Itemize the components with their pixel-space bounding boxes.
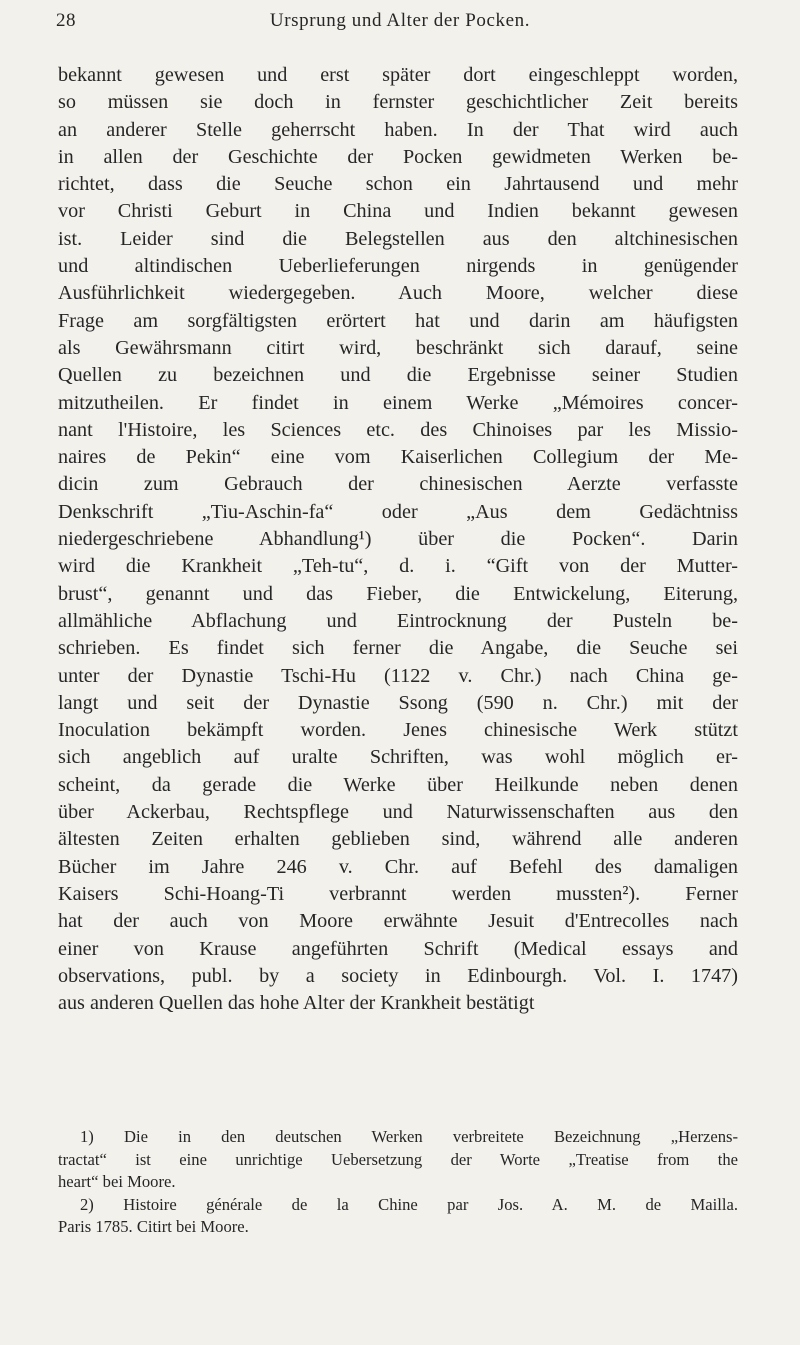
text-line: naires de Pekin“ eine vom Kaiserlichen Collegium der Me- xyxy=(58,446,738,469)
text-line: einer von Krause angeführten Schrift (Medical essays and xyxy=(58,937,738,960)
text-line: als Gewährsmann citirt wird, beschränkt sich darauf, seine xyxy=(58,336,738,359)
text-line: bekannt gewesen und erst später dort eingeschleppt worden, xyxy=(58,64,738,86)
text-line: aus anderen Quellen das hohe Alter der Krankheit bestätigt xyxy=(58,992,535,1015)
footnote-line: 2) Histoire générale de la Chine par Jos. A. M. de Mailla. xyxy=(80,1194,738,1214)
text-line: nant l'Histoire, les Sciences etc. des Chinoises par les Missio- xyxy=(58,418,738,441)
footnote-line: tractat“ ist eine unrichtige Uebersetzung der Worte „Treatise from the xyxy=(58,1149,738,1169)
text-line: Ausführlichkeit wiedergegeben. Auch Moore, welcher diese xyxy=(58,282,738,305)
text-line: allmähliche Abflachung und Eintrocknung der Pusteln be- xyxy=(58,609,738,632)
text-line: sich angeblich auf uralte Schriften, was wohl möglich er- xyxy=(58,746,738,769)
text-line: Quellen zu bezeichnen und die Ergebnisse seiner Studien xyxy=(58,364,738,387)
footnotes xyxy=(58,1126,738,1239)
text-line: scheint, da gerade die Werke über Heilkunde neben denen xyxy=(58,773,738,796)
text-line: Inoculation bekämpft worden. Jenes chinesische Werk stützt xyxy=(58,719,738,742)
text-line: schrieben. Es findet sich ferner die Angabe, die Seuche sei xyxy=(58,637,738,660)
text-line: ist. Leider sind die Belegstellen aus den altchinesischen xyxy=(58,227,738,250)
text-line: an anderer Stelle geherrscht haben. In der That wird auch xyxy=(58,118,738,141)
text-line: unter der Dynastie Tschi-Hu (1122 v. Chr.) nach China ge- xyxy=(58,664,738,687)
text-line: wird die Krankheit „Teh-tu“, d. i. “Gift von der Mutter- xyxy=(58,555,738,578)
page-number: 28 xyxy=(56,10,76,31)
text-line: vor Christi Geburt in China und Indien bekannt gewesen xyxy=(58,200,738,223)
text-line: Denkschrift „Tiu-Aschin-fa“ oder „Aus dem Gedächtniss xyxy=(58,500,738,523)
footnote-line: 1) Die in den deutschen Werken verbreitete Bezeichnung „Herzens- xyxy=(80,1127,738,1146)
text-line: hat der auch von Moore erwähnte Jesuit d'Entrecolles nach xyxy=(58,910,738,933)
text-line: so müssen sie doch in fernster geschichtlicher Zeit bereits xyxy=(58,91,738,114)
text-line: richtet, dass die Seuche schon ein Jahrtausend und mehr xyxy=(58,173,738,196)
text-line: niedergeschriebene Abhandlung¹) über die Pocken“. Darin xyxy=(58,528,738,551)
text-line: mitzutheilen. Er findet in einem Werke „Mémoires concer- xyxy=(58,391,738,414)
text-line: Bücher im Jahre 246 v. Chr. auf Befehl des damaligen xyxy=(58,855,738,878)
text-line: brust“, genannt und das Fieber, die Entwickelung, Eiterung, xyxy=(58,582,738,605)
footnote-line: Paris 1785. Citirt bei Moore. xyxy=(58,1217,249,1237)
text-line: und altindischen Ueberlieferungen nirgends in genügender xyxy=(58,255,738,278)
text-line: observations, publ. by a society in Edinbourgh. Vol. I. 1747) xyxy=(58,964,738,987)
text-line: über Ackerbau, Rechtspflege und Naturwissenschaften aus den xyxy=(58,801,738,824)
footnote-line: heart“ bei Moore. xyxy=(58,1172,176,1192)
text-line: Frage am sorgfältigsten erörtert hat und darin am häufigsten xyxy=(58,309,738,332)
page-header xyxy=(56,10,744,40)
text-line: langt und seit der Dynastie Ssong (590 n. Chr.) mit der xyxy=(58,691,738,714)
main-text-block xyxy=(58,62,738,1017)
running-title: Ursprung und Alter der Pocken. xyxy=(269,10,531,31)
text-line: Kaisers Schi-Hoang-Ti verbrannt werden mussten²). Ferner xyxy=(58,882,738,905)
text-line: ältesten Zeiten erhalten geblieben sind, während alle anderen xyxy=(58,828,738,851)
text-line: dicin zum Gebrauch der chinesischen Aerzte verfasste xyxy=(58,473,738,496)
text-line: in allen der Geschichte der Pocken gewidmeten Werken be- xyxy=(58,145,738,168)
